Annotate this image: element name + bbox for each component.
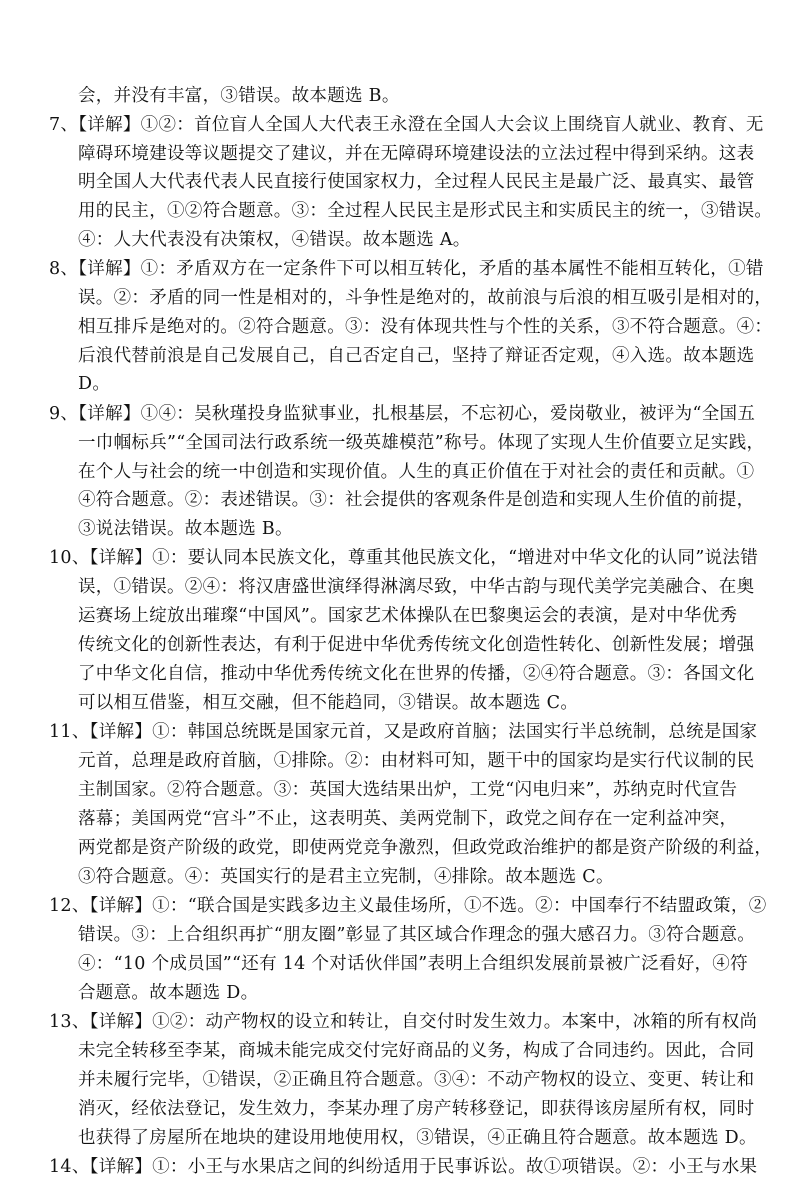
text-line: 传统文化的创新性表达，有利于促进中华优秀传统文化创造性转化、创新性发展；增强 <box>78 635 755 655</box>
text-line: 会，并没有丰富，③错误。故本题选 B。 <box>78 86 400 106</box>
text-line: 主制国家。②符合题意。③：英国大选结果出炉，工党“闪电归来”，苏纳克时代宣告 <box>78 780 738 800</box>
text-line: 相互排斥是绝对的。②符合题意。③：没有体现共性与个性的关系，③不符合题意。④： <box>78 317 773 337</box>
text-line: 障碍环境建设等议题提交了建议，并在无障碍环境建设法的立法过程中得到采纳。这表 <box>78 144 755 164</box>
text-line: 了中华文化自信，推动中华优秀传统文化在世界的传播，②④符合题意。③：各国文化 <box>78 664 755 684</box>
text-line: 一巾帼标兵”“全国司法行政系统一级英雄模范”称号。体现了实现人生价值要立足实践， <box>78 433 765 453</box>
text-line: 用的民主，①②符合题意。③：全过程人民民主是形式民主和实质民主的统一，③错误。 <box>78 201 773 221</box>
text-line: 未完全转移至李某，商城未能完成交付完好商品的义务，构成了合同违约。因此，合同 <box>78 1041 755 1061</box>
text-line: 落幕；美国两党“宫斗”不止，这表明英、美两党制下，政党之间存在一定利益冲突， <box>78 809 738 829</box>
text-line: 后浪代替前浪是自己发展自己，自己否定自己，坚持了辩证否定观，④入选。故本题选 <box>78 346 755 366</box>
text-line: 明全国人大代表代表人民直接行使国家权力，全过程人民民主是最广泛、最真实、最管 <box>78 172 755 192</box>
text-line: 13、【详解】①②：动产物权的设立和转让，自交付时发生效力。本案中，冰箱的所有权尚 <box>49 1012 758 1032</box>
text-line: 在个人与社会的统一中创造和实现价值。人生的真正价值在于对社会的责任和贡献。① <box>78 462 755 482</box>
text-line: ③说法错误。故本题选 B。 <box>78 519 293 539</box>
text-line: ④：人大代表没有决策权，④错误。故本题选 A。 <box>78 230 471 250</box>
text-line: 8、【详解】①：矛盾双方在一定条件下可以相互转化，矛盾的基本属性不能相互转化，①错 <box>49 259 764 279</box>
text-line: 也获得了房屋所在地块的建设用地使用权，③错误，④正确且符合题意。故本题选 D。 <box>78 1128 757 1148</box>
text-line: ③符合题意。④：英国实行的是君主立宪制，④排除。故本题选 C。 <box>78 867 614 887</box>
text-line: 错误。③：上合组织再扩“朋友圈”彰显了其区域合作理念的强大感召力。③符合题意。 <box>78 925 756 945</box>
text-line: D。 <box>78 374 111 394</box>
text-line: ④符合题意。②：表述错误。③：社会提供的客观条件是创造和实现人生价值的前提， <box>78 490 755 510</box>
text-line: 11、【详解】①：韩国总统既是国家元首，又是政府首脑；法国实行半总统制，总统是国家 <box>49 722 758 742</box>
text-line: 14、【详解】①：小王与水果店之间的纠纷适用于民事诉讼。故①项错误。②：小王与水果 <box>49 1157 758 1177</box>
text-line: 合题意。故本题选 D。 <box>78 983 259 1003</box>
text-line: ④：“10 个成员国”“还有 14 个对话伙伴国”表明上合组织发展前景被广泛看好，④符 <box>78 954 748 974</box>
text-line: 9、【详解】①④：吴秋瑾投身监狱事业，扎根基层，不忘初心，爱岗敬业，被评为“全国五 <box>49 404 756 424</box>
text-line: 并未履行完毕，①错误，②正确且符合题意。③④：不动产物权的设立、变更、转让和 <box>78 1070 755 1090</box>
text-line: 可以相互借鉴，相互交融，但不能趋同，③错误。故本题选 C。 <box>78 693 579 713</box>
text-line: 误，①错误。②④：将汉唐盛世演绎得淋漓尽致，中华古韵与现代美学完美融合、在奥 <box>78 577 755 597</box>
text-line: 运赛场上绽放出璀璨“中国风”。国家艺术体操队在巴黎奥运会的表演，是对中华优秀 <box>78 606 738 626</box>
text-line: 误。②：矛盾的同一性是相对的，斗争性是绝对的，故前浪与后浪的相互吸引是相对的， <box>78 288 773 308</box>
text-line: 两党都是资产阶级的政党，即使两党竞争激烈，但政党政治维护的都是资产阶级的利益， <box>78 838 773 858</box>
text-line: 消灭，经依法登记，发生效力，李某办理了房产转移登记，即获得该房屋所有权，同时 <box>78 1099 755 1119</box>
text-line: 10、【详解】①：要认同本民族文化，尊重其他民族文化，“增进对中华文化的认同”说法错 <box>49 548 759 568</box>
text-line: 12、【详解】①：“联合国是实践多边主义最佳场所，①不选。②：中国奉行不结盟政策，② <box>49 896 767 916</box>
text-line: 7、【详解】①②：首位盲人全国人大代表王永澄在全国人大会议上围绕盲人就业、教育、无 <box>49 115 764 135</box>
text-line: 元首，总理是政府首脑，①排除。②：由材料可知，题干中的国家均是实行代议制的民 <box>78 751 755 771</box>
